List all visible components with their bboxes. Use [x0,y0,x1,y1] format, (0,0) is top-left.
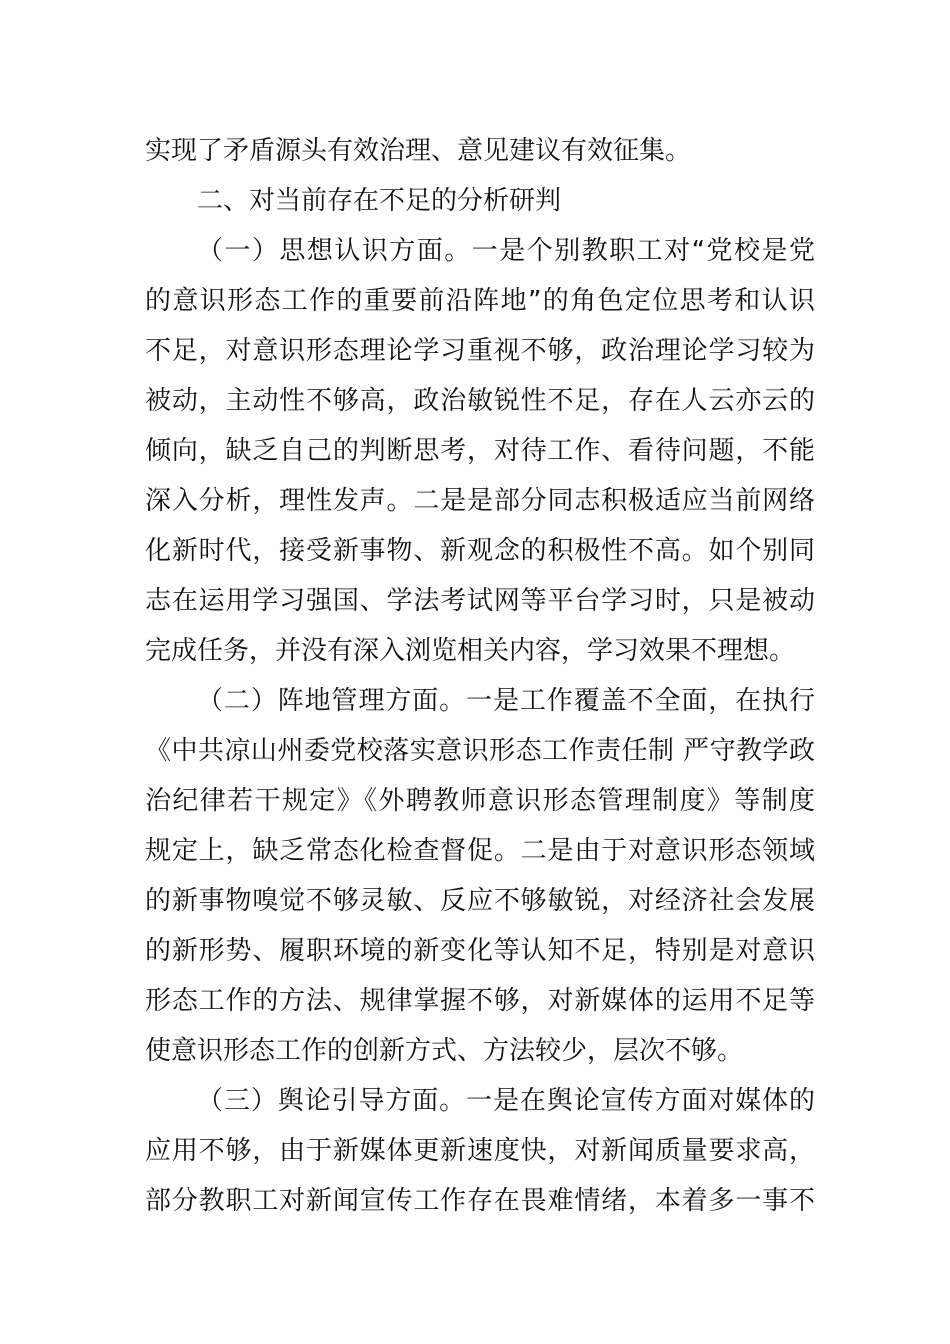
paragraph-line: 不足，对意识形态理论学习重视不够，政治理论学习较为 [145,336,815,366]
document-body [145,126,815,1226]
paragraph-line: 志在运用学习强国、学法考试网等平台学习时，只是被动 [145,586,815,616]
paragraph-line: 治纪律若干规定》《外聘教师意识形态管理制度》等制度 [145,786,815,816]
paragraph-line: 实现了矛盾源头有效治理、意见建议有效征集。 [145,136,692,166]
paragraph-line: 《中共凉山州委党校落实意识形态工作责任制 严守教学政 [145,736,815,766]
paragraph-line: 使意识形态工作的创新方式、方法较少，层次不够。 [145,1036,744,1066]
paragraph-line: 完成任务，并没有深入浏览相关内容，学习效果不理想。 [145,636,796,666]
paragraph-line: （二）阵地管理方面。一是工作覆盖不全面，在执行 [197,686,815,716]
paragraph-line: 倾向，缺乏自己的判断思考，对待工作、看待问题，不能 [145,436,815,466]
paragraph-line: 规定上，缺乏常态化检查督促。二是由于对意识形态领域 [145,836,815,866]
section-heading: 二、对当前存在不足的分析研判 [197,186,562,216]
paragraph-line: （一）思想认识方面。一是个别教职工对“党校是党 [197,236,815,266]
paragraph-line: 的新形势、履职环境的新变化等认知不足，特别是对意识 [145,936,815,966]
paragraph-line: 的新事物嗅觉不够灵敏、反应不够敏锐，对经济社会发展 [145,886,815,916]
paragraph-line: 化新时代，接受新事物、新观念的积极性不高。如个别同 [145,536,815,566]
paragraph-line: 深入分析，理性发声。二是是部分同志积极适应当前网络 [145,486,815,516]
paragraph-line: 的意识形态工作的重要前沿阵地”的角色定位思考和认识 [145,286,815,316]
paragraph-line: （三）舆论引导方面。一是在舆论宣传方面对媒体的 [197,1086,815,1116]
paragraph-line: 部分教职工对新闻宣传工作存在畏难情绪，本着多一事不 [145,1186,815,1216]
paragraph-line: 形态工作的方法、规律掌握不够，对新媒体的运用不足等 [145,986,815,1016]
paragraph-line: 应用不够，由于新媒体更新速度快，对新闻质量要求高， [145,1136,815,1166]
paragraph-line: 被动，主动性不够高，政治敏锐性不足，存在人云亦云的 [145,386,815,416]
